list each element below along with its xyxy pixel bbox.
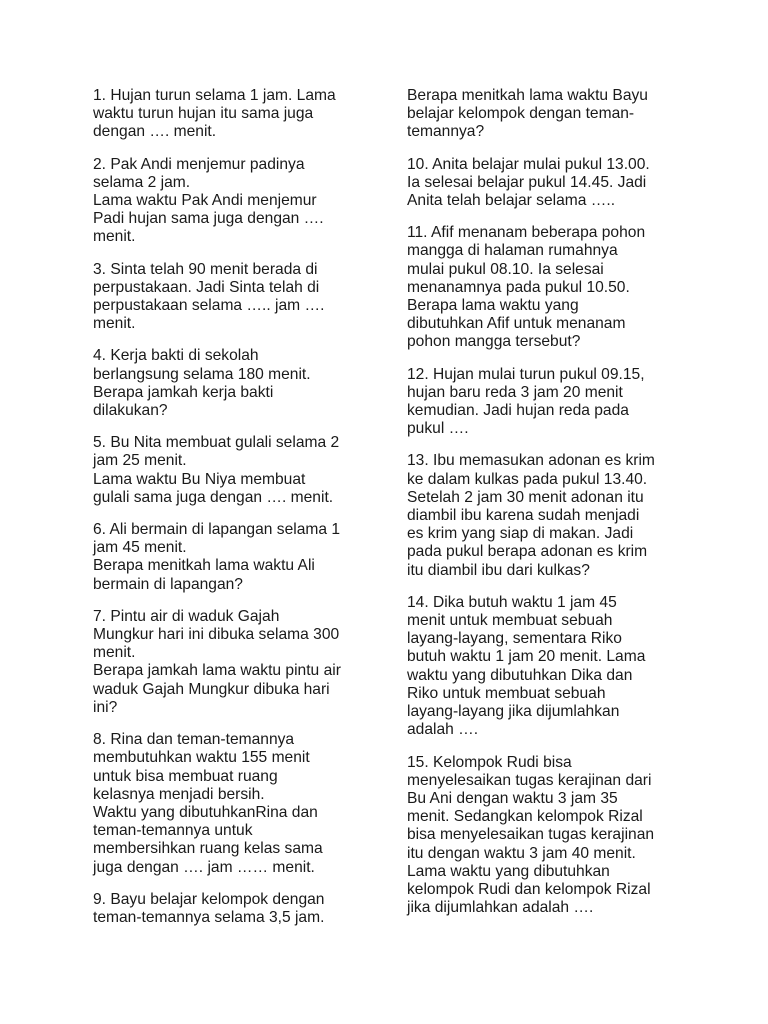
question-4 <box>93 347 393 420</box>
question-text: 5. Bu Nita membuat gulali selama 2 jam 25 menit. Lama waktu Bu Niya membuat gulali sama juga dengan …. menit. <box>93 434 340 506</box>
question-10 <box>407 156 712 211</box>
question-14 <box>407 594 712 740</box>
question-text: 8. Rina dan teman-temannya membutuhkan waktu 155 menit untuk bisa membuat ruang kelasnya menjadi bersih. Waktu yang dibutuhkanRina dan teman-temannya untuk membersihkan ruang kelas sama juga dengan …. jam …… menit. <box>93 731 323 876</box>
question-15 <box>407 754 712 918</box>
question-text: 11. Afif menanam beberapa pohon mangga di halaman rumahnya mulai pukul 08.10. Ia selesai menanamnya pada pukul 10.50. Berapa lama waktu yang dibutuhkan Afif untuk menanam pohon mangga tersebut? <box>407 224 646 351</box>
question-1 <box>93 87 393 142</box>
question-5 <box>93 434 393 507</box>
question-12 <box>407 366 712 439</box>
left-column <box>93 87 393 941</box>
question-text: 3. Sinta telah 90 menit berada di perpustakaan. Jadi Sinta telah di perpustakaan selama ….. jam …. menit. <box>93 260 325 333</box>
question-text: 7. Pintu air di waduk Gajah Mungkur hari ini dibuka selama 300 menit. Berapa jamkah lama waktu pintu air waduk Gajah Mungkur dibuka hari ini? <box>93 607 341 716</box>
question-9-continued <box>407 87 712 142</box>
question-text: 1. Hujan turun selama 1 jam. Lama waktu turun hujan itu sama juga dengan …. menit. <box>93 87 336 141</box>
right-column <box>407 87 712 931</box>
question-text: 14. Dika butuh waktu 1 jam 45 menit untuk membuat sebuah layang-layang, sementara Riko butuh waktu 1 jam 20 menit. Lama waktu yang dibutuhkan Dika dan Riko untuk membuat sebuah layang-layang jika dijumlahkan adalah …. <box>407 593 646 739</box>
question-text: 2. Pak Andi menjemur padinya selama 2 jam. Lama waktu Pak Andi menjemur Padi hujan sama juga dengan …. menit. <box>93 155 324 246</box>
question-text: 9. Bayu belajar kelompok dengan teman-temannya selama 3,5 jam. <box>93 890 325 926</box>
question-13 <box>407 452 712 579</box>
question-text: 12. Hujan mulai turun pukul 09.15, hujan baru reda 3 jam 20 menit kemudian. Jadi hujan reda pada pukul …. <box>407 365 645 438</box>
question-text: 6. Ali bermain di lapangan selama 1 jam 45 menit. Berapa menitkah lama waktu Ali bermain di lapangan? <box>93 521 341 593</box>
question-text: Berapa menitkah lama waktu Bayu belajar kelompok dengan teman- temannya? <box>407 87 648 141</box>
question-2 <box>93 156 393 247</box>
question-text: 15. Kelompok Rudi bisa menyelesaikan tugas kerajinan dari Bu Ani dengan waktu 3 jam 35 menit. Sedangkan kelompok Rizal bisa menyelesaikan tugas kerajinan itu dengan waktu 3 jam 40 menit. Lama waktu yang dibutuhkan kelompok Rudi dan kelompok Rizal jika dijumlahkan adalah …. <box>407 753 655 917</box>
question-8 <box>93 731 393 877</box>
question-text: 13. Ibu memasukan adonan es krim ke dalam kulkas pada pukul 13.40. Setelah 2 jam 30 menit adonan itu diambil ibu karena sudah menjadi es krim yang siap di makan. Jadi pada pukul berapa adonan es krim itu diambil ibu dari kulkas? <box>407 452 655 579</box>
question-9 <box>93 891 393 927</box>
question-text: 4. Kerja bakti di sekolah berlangsung selama 180 menit. Berapa jamkah kerja bakti dilakukan? <box>93 347 311 420</box>
question-7 <box>93 608 393 717</box>
question-6 <box>93 521 393 594</box>
question-11 <box>407 224 712 351</box>
question-3 <box>93 261 393 334</box>
question-text: 10. Anita belajar mulai pukul 13.00. Ia selesai belajar pukul 14.45. Jadi Anita telah belajar selama ….. <box>407 155 650 210</box>
